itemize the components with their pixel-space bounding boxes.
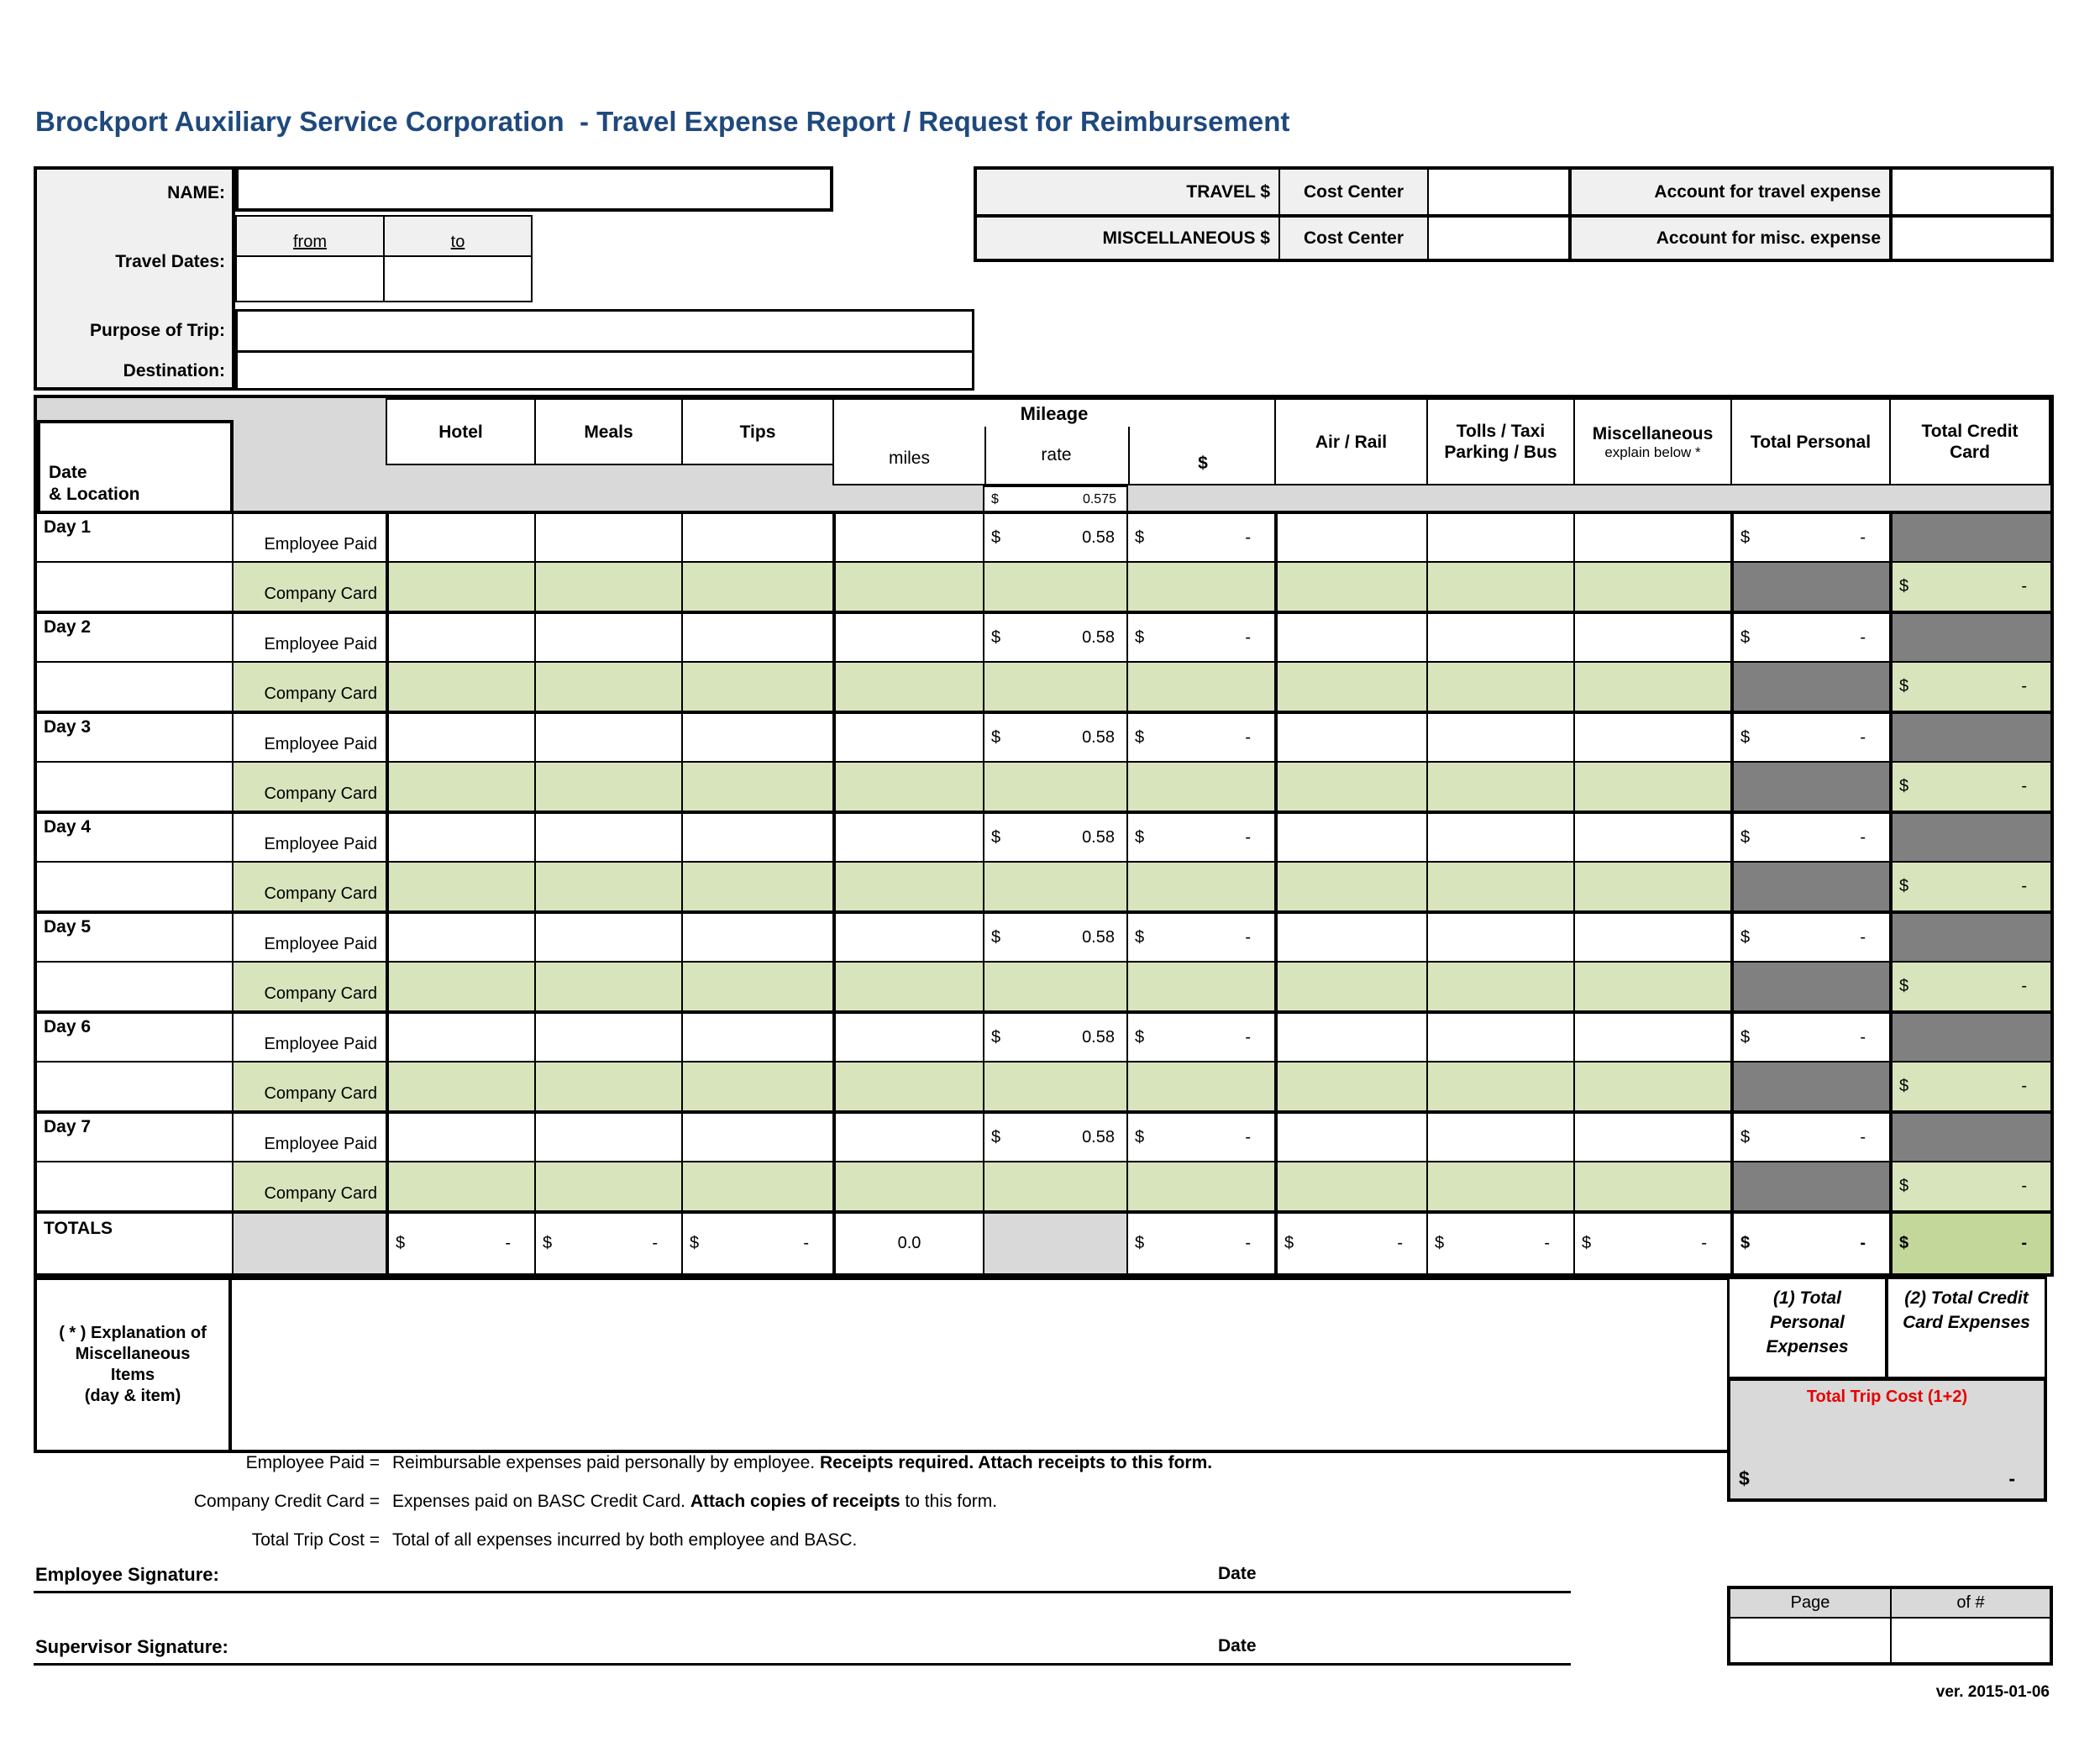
expense-cell-miscellaneous-cc[interactable]	[1573, 761, 1730, 811]
expense-cell-meals[interactable]	[534, 910, 681, 961]
expense-cell-rate-cc[interactable]	[983, 961, 1126, 1010]
expense-cell-hotel-cc[interactable]	[386, 561, 534, 611]
day-date-cell[interactable]	[37, 861, 232, 910]
mileage-header: Mileage	[1020, 403, 1089, 424]
mileage-rate-cell: $ 0.58	[983, 1010, 1126, 1061]
expense-cell-tolls-cc[interactable]	[1426, 1161, 1573, 1210]
expense-cell-miles-cc[interactable]	[832, 1061, 983, 1110]
payer-label-company: Company Card	[232, 561, 386, 611]
expense-cell-mileage-amount-cc[interactable]	[1126, 661, 1274, 711]
expense-cell-meals[interactable]	[534, 611, 681, 661]
expense-cell-air-rail-cc[interactable]	[1274, 861, 1426, 910]
expense-cell-meals[interactable]	[534, 511, 681, 561]
total-credit-cell: $ -	[1889, 1061, 2050, 1110]
total-credit-cell: $ -	[1889, 961, 2050, 1010]
explanation-label: ( * ) Explanation of Miscellaneous Items (day & item)	[34, 1277, 232, 1453]
expense-cell-tips[interactable]	[681, 711, 832, 761]
expense-cell-miles[interactable]	[832, 910, 983, 961]
column-header-miscellaneous: Miscellaneous explain below *	[1573, 398, 1732, 485]
expense-cell-meals-cc[interactable]	[534, 661, 681, 711]
total-credit-title: (2) Total Credit Card Expenses	[1886, 1277, 2047, 1379]
to-date-input[interactable]	[383, 255, 533, 302]
expense-cell-tips[interactable]	[681, 910, 832, 961]
from-header: from	[235, 215, 385, 257]
expense-cell-hotel-cc[interactable]	[386, 1161, 534, 1210]
expense-cell-hotel[interactable]	[386, 811, 534, 861]
day-label: Day 3	[37, 711, 232, 761]
legend-row-company-card: Company Credit Card = Expenses paid on BASC Credit Card. Attach copies of receipts to this form.	[193, 1492, 998, 1511]
mileage-amount-cell: $ -	[1126, 1110, 1274, 1161]
totals-miscellaneous: $ -	[1573, 1210, 1730, 1273]
mileage-rate-cell: $ 0.58	[983, 711, 1126, 761]
column-header-tolls: Tolls / Taxi Parking / Bus	[1426, 398, 1575, 485]
expense-cell-miles-cc[interactable]	[832, 961, 983, 1010]
expense-cell-meals[interactable]	[534, 1010, 681, 1061]
total-personal-blocked-cell	[1730, 861, 1889, 910]
payer-label-company: Company Card	[232, 1161, 386, 1210]
totals-mileage-amount: $ -	[1126, 1210, 1274, 1273]
rate-header: rate	[1041, 445, 1072, 464]
employee-signature-line[interactable]	[34, 1591, 1571, 1593]
totals-tips: $ -	[681, 1210, 832, 1273]
expense-cell-tips-cc[interactable]	[681, 1161, 832, 1210]
expense-cell-tolls-cc[interactable]	[1426, 1061, 1573, 1110]
total-personal-cell: $ -	[1730, 910, 1889, 961]
name-input[interactable]	[235, 166, 833, 212]
expense-cell-mileage-amount-cc[interactable]	[1126, 961, 1274, 1010]
legend-row-employee-paid: Employee Paid = Reimbursable expenses paid personally by employee. Receipts required. Attach receipts to this form.	[245, 1453, 1213, 1472]
purpose-input[interactable]	[235, 309, 974, 353]
expense-cell-rate-cc[interactable]	[983, 761, 1126, 811]
employee-date-label: Date	[1218, 1564, 1257, 1583]
expense-cell-rate-cc[interactable]	[983, 561, 1126, 611]
total-personal-blocked-cell	[1730, 961, 1889, 1010]
total-credit-cell: $ -	[1889, 861, 2050, 910]
expense-cell-miscellaneous-cc[interactable]	[1573, 961, 1730, 1010]
expense-cell-rate-cc[interactable]	[983, 1061, 1126, 1110]
totals-meals: $ -	[534, 1210, 681, 1273]
payer-label-employee: Employee Paid	[232, 811, 386, 861]
total-credit-blocked-cell	[1889, 910, 2050, 961]
expense-cell-tips-cc[interactable]	[681, 861, 832, 910]
expense-cell-miscellaneous[interactable]	[1573, 511, 1730, 561]
misc-amount-label: MISCELLANEOUS $	[977, 214, 1278, 259]
total-credit-cell: $ -	[1889, 561, 2050, 611]
miles-header: miles	[888, 449, 930, 468]
trip-info-label-column	[34, 166, 235, 391]
trip-info-section	[34, 166, 983, 391]
travel-account-input[interactable]	[1889, 170, 2050, 214]
travel-dates-label: Travel Dates:	[115, 252, 225, 271]
day-date-cell[interactable]	[37, 1061, 232, 1110]
expense-cell-miscellaneous-cc[interactable]	[1573, 661, 1730, 711]
supervisor-signature-line[interactable]	[34, 1663, 1571, 1666]
payer-label-employee: Employee Paid	[232, 910, 386, 961]
column-header-mileage-group	[832, 398, 1276, 485]
totals-rate-blocked-cell	[983, 1210, 1126, 1273]
payer-label-company: Company Card	[232, 961, 386, 1010]
total-credit-blocked-cell	[1889, 811, 2050, 861]
expense-cell-mileage-amount-cc[interactable]	[1126, 861, 1274, 910]
expense-cell-tolls[interactable]	[1426, 1110, 1573, 1161]
mileage-amount-cell: $ -	[1126, 1010, 1274, 1061]
expense-cell-tips[interactable]	[681, 511, 832, 561]
expense-cell-miles-cc[interactable]	[832, 661, 983, 711]
expense-cell-air-rail[interactable]	[1274, 511, 1426, 561]
expense-cell-hotel-cc[interactable]	[386, 861, 534, 910]
expense-cell-hotel[interactable]	[386, 910, 534, 961]
misc-account-input[interactable]	[1889, 214, 2050, 259]
expense-cell-miles[interactable]	[832, 1010, 983, 1061]
column-header-meals: Meals	[534, 398, 683, 465]
supervisor-signature-label: Supervisor Signature:	[35, 1636, 228, 1657]
name-label: NAME:	[167, 183, 225, 202]
version-text: ver. 2015-01-06	[1935, 1683, 2050, 1701]
expense-cell-mileage-amount-cc[interactable]	[1126, 561, 1274, 611]
expense-cell-meals-cc[interactable]	[534, 561, 681, 611]
total-credit-cell: $ -	[1889, 761, 2050, 811]
miscellaneous-subheader: explain below *	[1604, 443, 1701, 460]
travel-account-label: Account for travel expense	[1568, 170, 1889, 214]
expense-cell-meals-cc[interactable]	[534, 761, 681, 811]
misc-cost-center-label: Cost Center	[1278, 214, 1427, 259]
day-label: Day 7	[37, 1110, 232, 1161]
total-credit-cell: $ -	[1889, 661, 2050, 711]
mileage-rate-cell: $ 0.58	[983, 511, 1126, 561]
day-label: Day 1	[37, 511, 232, 561]
totals-tolls: $ -	[1426, 1210, 1573, 1273]
expense-cell-miscellaneous[interactable]	[1573, 611, 1730, 661]
expense-cell-tips-cc[interactable]	[681, 761, 832, 811]
expense-cell-miscellaneous[interactable]	[1573, 811, 1730, 861]
totals-label: TOTALS	[37, 1210, 232, 1273]
expense-cell-tips-cc[interactable]	[681, 661, 832, 711]
expense-cell-miles[interactable]	[832, 511, 983, 561]
totals-total-credit: $ -	[1889, 1210, 2050, 1273]
payer-label-employee: Employee Paid	[232, 1110, 386, 1161]
expense-cell-meals-cc[interactable]	[534, 861, 681, 910]
expense-cell-rate-cc[interactable]	[983, 1161, 1126, 1210]
expense-cell-air-rail[interactable]	[1274, 611, 1426, 661]
page-number-table	[1727, 1586, 2053, 1666]
expense-cell-miscellaneous[interactable]	[1573, 910, 1730, 961]
total-personal-blocked-cell	[1730, 761, 1889, 811]
mileage-rate-cell: $ 0.58	[983, 611, 1126, 661]
expense-cell-tips-cc[interactable]	[681, 1061, 832, 1110]
mileage-amount-cell: $ -	[1126, 511, 1274, 561]
total-personal-cell: $ -	[1730, 811, 1889, 861]
total-credit-blocked-cell	[1889, 711, 2050, 761]
expense-cell-miscellaneous[interactable]	[1573, 1010, 1730, 1061]
expense-cell-miles-cc[interactable]	[832, 861, 983, 910]
page-value-cell[interactable]	[1730, 1617, 1890, 1662]
expense-cell-tolls[interactable]	[1426, 811, 1573, 861]
mileage-rate-cell: $ 0.58	[983, 1110, 1126, 1161]
total-personal-cell: $ -	[1730, 1010, 1889, 1061]
expense-cell-tolls-cc[interactable]	[1426, 861, 1573, 910]
expense-cell-hotel[interactable]	[386, 1010, 534, 1061]
expense-cell-tips-cc[interactable]	[681, 561, 832, 611]
column-header-tips: Tips	[681, 398, 834, 465]
expense-cell-tolls[interactable]	[1426, 711, 1573, 761]
travel-cost-center-label: Cost Center	[1278, 170, 1427, 214]
destination-input[interactable]	[235, 350, 974, 391]
total-credit-blocked-cell	[1889, 511, 2050, 561]
expense-cell-miscellaneous[interactable]	[1573, 711, 1730, 761]
expense-cell-air-rail[interactable]	[1274, 1010, 1426, 1061]
of-header-cell: of #	[1890, 1589, 2050, 1617]
travel-amount-label: TRAVEL $	[977, 170, 1278, 214]
page-header-cell: Page	[1730, 1589, 1890, 1617]
expense-cell-hotel[interactable]	[386, 511, 534, 561]
expense-cell-rate-cc[interactable]	[983, 861, 1126, 910]
mileage-rate-cell: $ 0.58	[983, 910, 1126, 961]
expense-cell-meals[interactable]	[534, 1110, 681, 1161]
expense-cell-air-rail[interactable]	[1274, 711, 1426, 761]
column-header-total-credit: Total Credit Card	[1889, 398, 2050, 485]
expense-cell-meals-cc[interactable]	[534, 1161, 681, 1210]
expense-cell-miles[interactable]	[832, 811, 983, 861]
payer-label-employee: Employee Paid	[232, 511, 386, 561]
day-label: Day 4	[37, 811, 232, 861]
day-date-cell[interactable]	[37, 961, 232, 1010]
totals-air-rail: $ -	[1274, 1210, 1426, 1273]
trip-cost-cell	[1727, 1377, 2047, 1502]
total-personal-blocked-cell	[1730, 1161, 1889, 1210]
expense-cell-hotel-cc[interactable]	[386, 761, 534, 811]
expense-cell-tolls-cc[interactable]	[1426, 761, 1573, 811]
payer-label-employee: Employee Paid	[232, 1010, 386, 1061]
explanation-input[interactable]	[228, 1277, 1730, 1453]
date-location-header: Date & Location	[37, 420, 234, 514]
day-label: Day 6	[37, 1010, 232, 1061]
expense-cell-air-rail[interactable]	[1274, 910, 1426, 961]
expense-cell-air-rail-cc[interactable]	[1274, 1161, 1426, 1210]
total-personal-cell: $ -	[1730, 511, 1889, 561]
mileage-rate-cell: $ 0.58	[983, 811, 1126, 861]
total-personal-blocked-cell	[1730, 661, 1889, 711]
payer-label-company: Company Card	[232, 661, 386, 711]
expense-cell-air-rail[interactable]	[1274, 811, 1426, 861]
totals-total-personal: $ -	[1730, 1210, 1889, 1273]
expense-cell-miles[interactable]	[832, 1110, 983, 1161]
of-value-cell[interactable]	[1890, 1617, 2050, 1662]
expense-cell-miles-cc[interactable]	[832, 1161, 983, 1210]
standard-rate-cell: $ 0.575	[983, 485, 1128, 514]
expense-cell-tolls[interactable]	[1426, 910, 1573, 961]
expense-cell-miscellaneous-cc[interactable]	[1573, 561, 1730, 611]
from-date-input[interactable]	[235, 255, 385, 302]
trip-cost-label: Total Trip Cost (1+2)	[1806, 1388, 1968, 1406]
mileage-dollar-header: $	[1198, 454, 1208, 473]
expense-cell-hotel[interactable]	[386, 711, 534, 761]
total-personal-cell: $ -	[1730, 711, 1889, 761]
day-date-cell[interactable]	[37, 761, 232, 811]
expense-cell-tolls[interactable]	[1426, 1010, 1573, 1061]
expense-cell-tips[interactable]	[681, 611, 832, 661]
supervisor-date-label: Date	[1218, 1636, 1257, 1655]
mileage-amount-cell: $ -	[1126, 811, 1274, 861]
expense-grid	[34, 511, 2054, 1277]
column-header-air-rail: Air / Rail	[1274, 398, 1428, 485]
employee-signature-label: Employee Signature:	[35, 1564, 219, 1585]
expense-cell-hotel[interactable]	[386, 611, 534, 661]
totals-miles: 0.0	[832, 1210, 983, 1273]
expense-cell-hotel-cc[interactable]	[386, 961, 534, 1010]
expense-cell-air-rail-cc[interactable]	[1274, 561, 1426, 611]
totals-blocked-cell	[232, 1210, 386, 1273]
expense-cell-tolls[interactable]	[1426, 611, 1573, 661]
mileage-amount-cell: $ -	[1126, 711, 1274, 761]
expense-cell-air-rail-cc[interactable]	[1274, 761, 1426, 811]
payer-label-company: Company Card	[232, 861, 386, 910]
misc-cost-center-input[interactable]	[1427, 214, 1568, 259]
day-date-cell[interactable]	[37, 561, 232, 611]
expense-cell-air-rail[interactable]	[1274, 1110, 1426, 1161]
payer-label-employee: Employee Paid	[232, 611, 386, 661]
expense-cell-miscellaneous[interactable]	[1573, 1110, 1730, 1161]
totals-hotel: $ -	[386, 1210, 534, 1273]
expense-cell-air-rail-cc[interactable]	[1274, 1061, 1426, 1110]
expense-table-header	[34, 395, 2054, 511]
expense-cell-meals[interactable]	[534, 811, 681, 861]
expense-cell-meals-cc[interactable]	[534, 1061, 681, 1110]
total-credit-cell: $ -	[1889, 1161, 2050, 1210]
travel-cost-center-input[interactable]	[1427, 170, 1568, 214]
expense-cell-hotel[interactable]	[386, 1110, 534, 1161]
expense-cell-tips-cc[interactable]	[681, 961, 832, 1010]
expense-cell-mileage-amount-cc[interactable]	[1126, 1161, 1274, 1210]
total-credit-blocked-cell	[1889, 611, 2050, 661]
mileage-amount-cell: $ -	[1126, 611, 1274, 661]
day-date-cell[interactable]	[37, 661, 232, 711]
expense-cell-miscellaneous-cc[interactable]	[1573, 1161, 1730, 1210]
total-credit-blocked-cell	[1889, 1110, 2050, 1161]
expense-cell-mileage-amount-cc[interactable]	[1126, 1061, 1274, 1110]
expense-cell-tolls[interactable]	[1426, 511, 1573, 561]
expense-cell-miles-cc[interactable]	[832, 761, 983, 811]
accounts-table	[974, 166, 2054, 262]
payer-label-company: Company Card	[232, 761, 386, 811]
total-credit-blocked-cell	[1889, 1010, 2050, 1061]
legend-row-trip-cost: Total Trip Cost = Total of all expenses incurred by both employee and BASC.	[251, 1530, 858, 1550]
misc-account-label: Account for misc. expense	[1568, 214, 1889, 259]
total-personal-blocked-cell	[1730, 1061, 1889, 1110]
payer-label-employee: Employee Paid	[232, 711, 386, 761]
expense-cell-miscellaneous-cc[interactable]	[1573, 1061, 1730, 1110]
expense-cell-miles[interactable]	[832, 611, 983, 661]
expense-cell-tolls-cc[interactable]	[1426, 561, 1573, 611]
expense-cell-tips[interactable]	[681, 811, 832, 861]
expense-cell-air-rail-cc[interactable]	[1274, 961, 1426, 1010]
day-label: Day 2	[37, 611, 232, 661]
total-personal-cell: $ -	[1730, 611, 1889, 661]
purpose-label: Purpose of Trip:	[89, 321, 225, 340]
total-personal-blocked-cell	[1730, 561, 1889, 611]
expense-cell-miscellaneous-cc[interactable]	[1573, 861, 1730, 910]
to-header: to	[383, 215, 533, 257]
total-personal-title: (1) Total Personal Expenses	[1727, 1277, 1887, 1379]
expense-cell-miles[interactable]	[832, 711, 983, 761]
expense-cell-hotel-cc[interactable]	[386, 661, 534, 711]
expense-cell-mileage-amount-cc[interactable]	[1126, 761, 1274, 811]
total-personal-cell: $ -	[1730, 1110, 1889, 1161]
expense-cell-meals[interactable]	[534, 711, 681, 761]
column-header-total-personal: Total Personal	[1730, 398, 1891, 485]
expense-cell-tolls-cc[interactable]	[1426, 661, 1573, 711]
page-title: Brockport Auxiliary Service Corporation - Travel Expense Report / Request for Reimbursement	[35, 106, 1290, 137]
payer-label-company: Company Card	[232, 1061, 386, 1110]
mileage-amount-cell: $ -	[1126, 910, 1274, 961]
expense-cell-hotel-cc[interactable]	[386, 1061, 534, 1110]
expense-cell-miles-cc[interactable]	[832, 561, 983, 611]
expense-cell-meals-cc[interactable]	[534, 961, 681, 1010]
trip-cost-amount: $ -	[1739, 1467, 2015, 1489]
expense-cell-tips[interactable]	[681, 1010, 832, 1061]
day-label: Day 5	[37, 910, 232, 961]
column-header-hotel: Hotel	[386, 398, 536, 465]
expense-cell-air-rail-cc[interactable]	[1274, 661, 1426, 711]
expense-cell-tips[interactable]	[681, 1110, 832, 1161]
expense-cell-rate-cc[interactable]	[983, 661, 1126, 711]
day-date-cell[interactable]	[37, 1161, 232, 1210]
expense-cell-tolls-cc[interactable]	[1426, 961, 1573, 1010]
destination-label: Destination:	[123, 361, 225, 380]
